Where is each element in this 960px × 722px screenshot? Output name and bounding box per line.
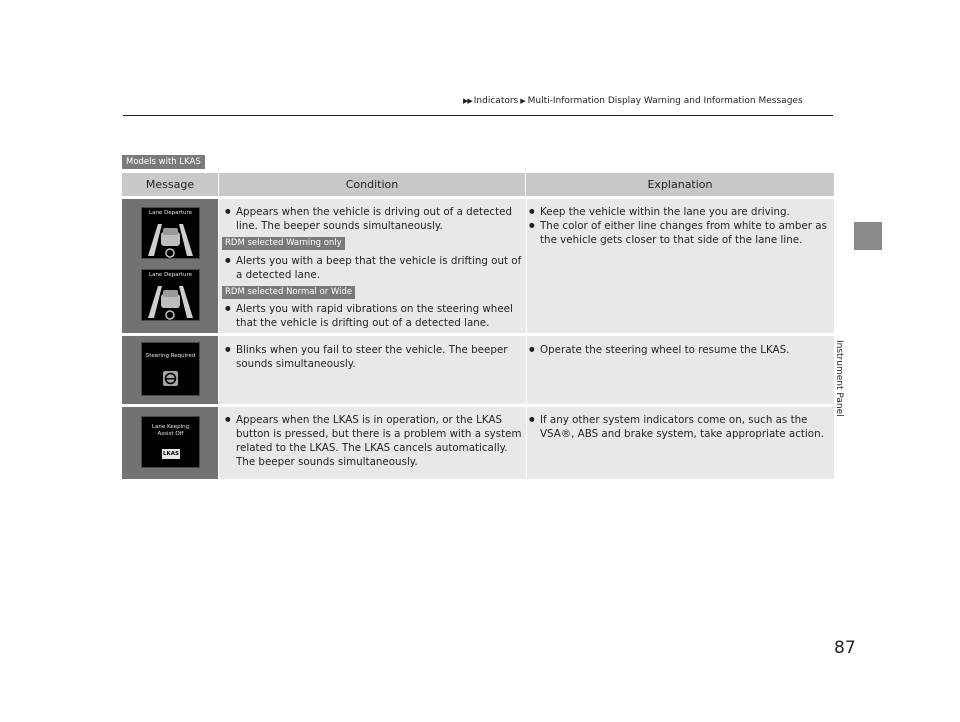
- display-screen: [141, 342, 200, 396]
- message-cell: [122, 199, 218, 333]
- explanation-bullet: ● The color of either line changes from white to amber as the vehicle gets closer to that side of the lane line.: [529, 218, 833, 247]
- steering-wheel-icon: [142, 369, 199, 393]
- lane-departure-icon: [142, 280, 199, 320]
- section-label: Instrument Panel: [834, 340, 844, 417]
- page-number: 87: [834, 638, 856, 658]
- header-divider: [123, 115, 833, 116]
- section-tab-marker: [854, 222, 882, 250]
- explanation-cell: [527, 336, 834, 404]
- explanation-cell: [527, 407, 834, 479]
- rdm-badge: RDM selected Normal or Wide: [222, 286, 355, 299]
- explanation-bullet: ● Keep the vehicle within the lane you are driving.: [529, 204, 833, 219]
- breadcrumb: [463, 94, 803, 108]
- arrow-icon: ▶: [520, 97, 526, 105]
- screen-title: Steering Required: [145, 353, 196, 359]
- lkas-indicator-icon: LKAS: [163, 451, 179, 457]
- double-arrow-icon: ▶▶: [463, 97, 472, 105]
- screen-title: Lane Departure: [149, 272, 192, 278]
- message-cell: [122, 336, 218, 404]
- condition-bullet: ● Alerts you with rapid vibrations on the steering wheel that the vehicle is drifting out of a detected lane.: [225, 301, 522, 330]
- rdm-badge: RDM selected Warning only: [222, 237, 345, 250]
- condition-cell: [219, 407, 526, 479]
- table-header: [122, 173, 834, 196]
- screen-title: Lane Departure: [149, 210, 192, 216]
- display-screen: [141, 269, 200, 321]
- condition-bullet: ● Alerts you with a beep that the vehicle is drifting out of a detected lane.: [225, 253, 522, 282]
- models-badge: Models with LKAS: [122, 155, 205, 169]
- column-header-condition: Condition: [218, 173, 525, 196]
- column-header-explanation: Explanation: [525, 173, 834, 196]
- explanation-bullet: ● If any other system indicators come on, such as the VSA®, ABS and brake system, take appropriate action.: [529, 412, 833, 441]
- explanation-cell: [527, 199, 834, 333]
- breadcrumb-item: Indicators: [473, 96, 519, 106]
- condition-bullet: ● Appears when the vehicle is driving out of a detected line. The beeper sounds simultaneously.: [225, 204, 522, 233]
- explanation-bullet: ● Operate the steering wheel to resume the LKAS.: [529, 342, 833, 357]
- column-header-message: Message: [145, 178, 195, 191]
- display-screen: [141, 416, 200, 468]
- condition-bullet: ● Appears when the LKAS is in operation, or the LKAS button is pressed, but there is a problem with a system related to the LKAS. The LKAS cancels automatically. The beeper sounds simultaneously.: [225, 412, 522, 469]
- table-row: [122, 336, 834, 404]
- screen-title: Lane Keeping Assist Off: [151, 424, 190, 437]
- condition-cell: [219, 336, 526, 404]
- table-row: [122, 407, 834, 479]
- message-table: [122, 173, 834, 468]
- table-row: [122, 199, 834, 333]
- breadcrumb-item: Multi-Information Display Warning and Information Messages: [527, 96, 803, 106]
- lane-departure-icon: [142, 218, 199, 258]
- display-screen: [141, 207, 200, 259]
- condition-cell: [219, 199, 526, 333]
- message-cell: [122, 407, 218, 479]
- condition-bullet: ● Blinks when you fail to steer the vehicle. The beeper sounds simultaneously.: [225, 342, 522, 371]
